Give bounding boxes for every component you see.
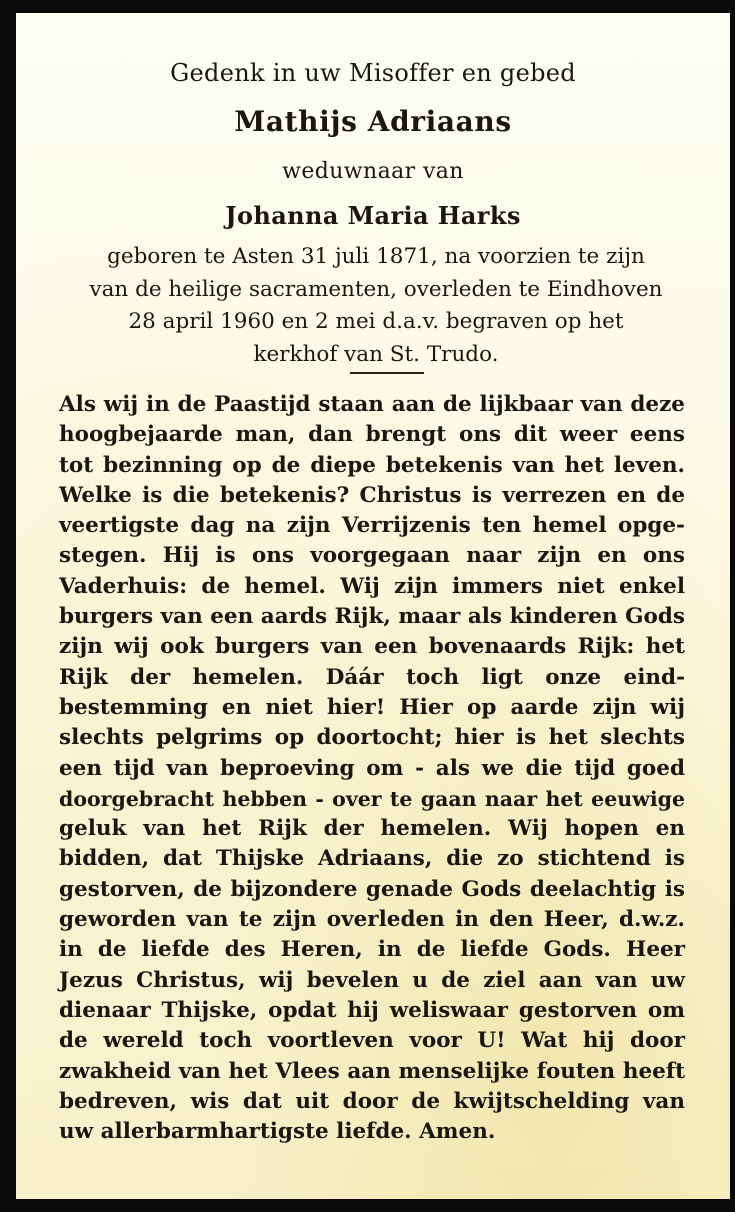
intro-line: Gedenk in uw Misoffer en gebed <box>170 59 576 87</box>
prayer-text <box>59 390 685 1147</box>
divider-rule <box>350 372 424 374</box>
prayer-line: geworden van te zijn overleden in den Heer, d.w.z. <box>59 907 685 933</box>
prayer-line: hoogbejaarde man, dan brengt ons dit weer eens <box>59 422 685 448</box>
memorial-card <box>16 13 730 1199</box>
prayer-line: bestemming en niet hier! Hier op aarde zijn wij <box>59 694 685 720</box>
prayer-line: bidden, dat Thijske Adriaans, die zo stichtend is <box>59 846 685 872</box>
prayer-line: zijn wij ook burgers van een bovenaards Rijk: het <box>59 634 685 660</box>
prayer-line: Als wij in de Paastijd staan aan de lijkbaar van deze <box>59 392 685 417</box>
prayer-line: tot bezinning op de diepe betekenis van het leven. <box>59 452 685 478</box>
prayer-line: zwakheid van het Vlees aan menselijke fouten heeft <box>59 1058 685 1084</box>
widow-of-label: weduwnaar van <box>282 159 464 184</box>
prayer-line: dienaar Thijske, opdat hij weliswaar gestorven om <box>59 997 685 1023</box>
prayer-line: gestorven, de bijzondere genade Gods deelachtig is <box>59 876 685 902</box>
deceased-name: Mathijs Adriaans <box>234 105 512 138</box>
prayer-line: geluk van het Rijk der hemelen. Wij hopen en <box>59 816 685 842</box>
prayer-line: de wereld toch voortleven voor U! Wat hij door <box>59 1028 685 1054</box>
prayer-line: uw allerbarmhartigste liefde. Amen. <box>59 1119 496 1145</box>
prayer-line: doorgebracht hebben - over te gaan naar het eeuwige <box>59 786 685 811</box>
details-line: 28 april 1960 en 2 mei d.a.v. begraven op het <box>128 309 624 334</box>
details-line: geboren te Asten 31 juli 1871, na voorzien te zijn <box>107 244 645 269</box>
prayer-line: burgers van een aards Rijk, maar als kinderen Gods <box>59 604 685 630</box>
details-line: kerkhof van St. Trudo. <box>253 341 499 367</box>
details-line: van de heilige sacramenten, overleden te Eindhoven <box>89 276 663 302</box>
prayer-line: veertigste dag na zijn Verrijzenis ten hemel opge- <box>59 513 685 539</box>
spouse-name: Johanna Maria Harks <box>225 201 521 230</box>
prayer-line: in de liefde des Heren, in de liefde Gods. Heer <box>59 937 685 963</box>
life-details <box>60 241 692 371</box>
prayer-line: slechts pelgrims op doortocht; hier is het slechts <box>59 725 685 751</box>
prayer-line: een tijd van beproeving om - als we die tijd goed <box>59 755 685 781</box>
prayer-line: Rijk der hemelen. Dáár toch ligt onze eind- <box>59 664 685 690</box>
prayer-line: stegen. Hij is ons voorgegaan naar zijn en ons <box>59 543 685 569</box>
prayer-line: bedreven, wis dat uit door de kwijtschelding van <box>59 1088 685 1114</box>
prayer-line: Welke is die betekenis? Christus is verrezen en de <box>59 482 685 508</box>
prayer-line: Jezus Christus, wij bevelen u de ziel aan van uw <box>59 967 685 993</box>
prayer-line: Vaderhuis: de hemel. Wij zijn immers niet enkel <box>59 573 685 599</box>
